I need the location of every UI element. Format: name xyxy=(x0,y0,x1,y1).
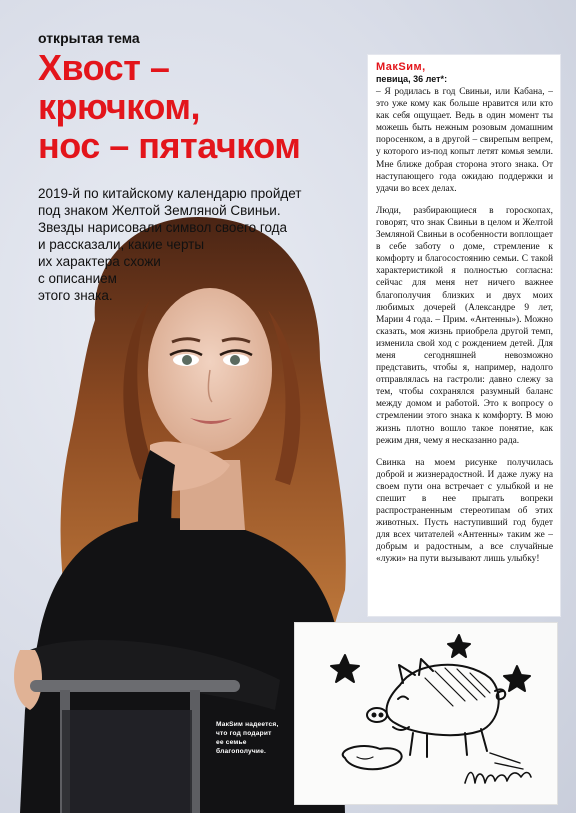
photo-caption xyxy=(216,720,294,756)
caption-line: благополучие. xyxy=(216,748,267,755)
quote-author-role: певица, 36 лет*: xyxy=(376,74,448,84)
lead-line: их характера схожи xyxy=(38,254,161,269)
lead-line: Звезды нарисовали символ своего года xyxy=(38,220,288,235)
lead-line: 2019-й по китайскому календарю пройдет xyxy=(38,186,302,201)
caption-line: ее семье xyxy=(216,739,247,746)
pig-drawing xyxy=(294,622,558,805)
headline-line: нос – пятачком xyxy=(38,125,301,166)
headline-line: крючком, xyxy=(38,86,200,127)
caption-line: что год подарит xyxy=(216,730,272,737)
lead-line: с описанием xyxy=(38,271,117,286)
section-kicker: открытая тема xyxy=(38,30,140,46)
quote-paragraph: – Я родилась в год Свиньи, или Кабана, – это уже кому как больше нравится или кто как себя ощущает. Ведь в один момент ты можешь быть нежным розовым домашним поросенком, а в другой – свирепым вепрем, у которого из-под копыт летят комья земли. Мне ближе добрая сторона этого знака. От наступающего года ожидаю поддержки и удачи во всех делах. xyxy=(376,87,553,194)
lead-line: под знаком Желтой Земляной Свиньи. xyxy=(38,203,281,218)
pig-sketch-image xyxy=(295,623,557,804)
quote-box xyxy=(368,55,560,616)
caption-line: МакSим надеется, xyxy=(216,721,279,728)
lead-line: этого знака. xyxy=(38,288,113,303)
quote-paragraph: Свинка на моем рисунке получилась доброй и жизнерадостной. И даже лужу на своем пути она встречает с улыбкой и не спешит в нее прыгать вопреки распространенным стереотипам об этих животных. Пусть наступивший год будет для всех читателей «Антенны» таким же – добрым и радостным, а все случайные «лужи» на пути вызывают лишь улыбку! xyxy=(376,457,553,565)
quote-paragraph: Люди, разбирающиеся в гороскопах, говорят, что знак Свиньи в целом и Желтой Земляной Свиньи в особенности воплощает в себе заботу о доме, стремление к комфорту и благосостоянию семьи. С такой характеристикой я полностью согласна: сейчас для меня нет ничего важнее благополучия близких и двух моих любимых дочерей (Александре 9 лет, Марии 4 года. – Прим. «Антенны»). Можно сказать, моя жизнь приобрела другой темп, изменила свой ход с рождением детей. Для меня сегодняшней невозможно представить, чтобы я, например, надолго отправлялась на гастроли: давно слежу за тем, чтобы сохранялся разумный баланс между домом и работой. Это к вопросу о стремлении этого знака к комфорту. В мою жизнь плотно вошло такое понятие, как режим дня, чему я несказанно рада. xyxy=(376,205,553,446)
quote-author-name: МакSим, xyxy=(376,61,426,73)
headline-line: Хвост – xyxy=(38,47,170,88)
lead-line: и рассказали, какие черты xyxy=(38,237,205,252)
headline xyxy=(38,48,358,165)
lead-paragraph xyxy=(38,185,302,304)
